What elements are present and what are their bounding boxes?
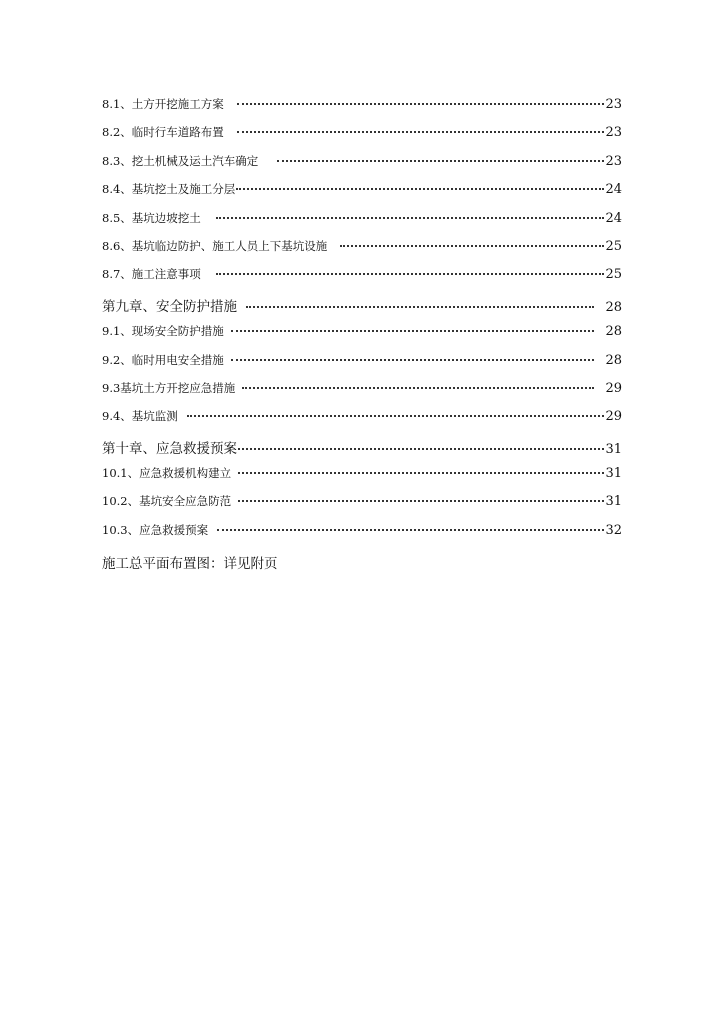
toc-entry-page-number: 23 [605, 97, 622, 112]
toc-entry[interactable] [102, 153, 622, 181]
toc-entry-label: 8.2、临时行车道路布置 [102, 125, 224, 140]
toc-entry[interactable] [102, 522, 622, 550]
toc-entry-label: 8.1、土方开挖施工方案 [102, 97, 224, 111]
toc-entry[interactable] [102, 181, 622, 209]
toc-entry[interactable] [102, 210, 622, 238]
toc-entry-page-number: 29 [605, 380, 622, 396]
toc-entry-page-number: 23 [605, 125, 622, 141]
toc-entry[interactable] [102, 465, 622, 493]
toc-entry-label: 9.2、临时用电安全措施 [102, 352, 224, 367]
dot-leader [217, 529, 604, 531]
toc-entry-page-number: 25 [605, 267, 622, 283]
toc-entry[interactable] [102, 238, 622, 266]
dot-leader [238, 472, 604, 474]
toc-entry-label: 第十章、应急救援预案 [102, 440, 237, 457]
toc-entry-page-number: 28 [605, 299, 622, 315]
toc-entry-page-number: 31 [605, 494, 622, 510]
toc-entry-page-number: 23 [605, 153, 622, 169]
toc-entry-label: 9.1、现场安全防护措施 [102, 324, 224, 339]
toc-entry-label: 9.3基坑土方开挖应急措施 [102, 380, 236, 395]
toc-entry-page-number: 25 [605, 238, 622, 254]
toc-entry[interactable] [102, 295, 622, 323]
toc-entry-label: 10.2、基坑安全应急防范 [102, 494, 232, 509]
toc-entry[interactable] [102, 380, 622, 408]
toc-entry-label: 8.7、施工注意事项 [102, 267, 201, 282]
toc-entry[interactable] [102, 352, 622, 380]
dot-leader [237, 103, 605, 105]
dot-leader [246, 306, 594, 308]
dot-leader [231, 359, 595, 361]
toc-entry-label: 第九章、安全防护措施 [102, 298, 237, 315]
dot-leader [237, 131, 605, 133]
toc-entry[interactable] [102, 266, 622, 294]
toc-entry[interactable] [102, 124, 622, 152]
toc-entry-label: 8.3、挖土机械及运土汽车确定 [102, 153, 259, 168]
toc-entry[interactable] [102, 96, 622, 124]
toc-entry-label: 8.6、基坑临边防护、施工人员上下基坑设施 [102, 238, 328, 253]
toc-entry-page-number: 31 [605, 466, 622, 482]
toc-entry-label: 8.4、基坑挖土及施工分层 [102, 182, 236, 197]
dot-leader [238, 448, 604, 450]
toc-entry-page-number: 24 [605, 210, 622, 226]
dot-leader [242, 387, 594, 389]
toc-entry-page-number: 29 [605, 409, 622, 425]
toc-entry-page-number: 28 [605, 324, 622, 340]
dot-leader [216, 273, 605, 275]
dot-leader [216, 217, 605, 219]
toc-entry-label: 9.4、基坑监测 [102, 409, 178, 424]
site-plan-note: 施工总平面布置图：详见附页 [102, 556, 278, 572]
dot-leader [340, 245, 604, 247]
toc-entry-page-number: 32 [605, 522, 622, 538]
dot-leader [231, 330, 595, 332]
dot-leader [236, 188, 604, 190]
table-of-contents [102, 96, 622, 550]
toc-entry[interactable] [102, 323, 622, 351]
dot-leader [277, 160, 604, 162]
toc-entry-page-number: 24 [605, 182, 622, 198]
dot-leader [238, 500, 604, 502]
toc-entry-label: 8.5、基坑边坡挖土 [102, 210, 201, 225]
toc-entry-label: 10.1、应急救援机构建立 [102, 466, 232, 481]
toc-entry-label: 10.3、应急救援预案 [102, 522, 209, 537]
toc-entry[interactable] [102, 408, 622, 436]
dot-leader [187, 415, 605, 417]
toc-entry[interactable] [102, 493, 622, 521]
toc-entry-page-number: 31 [605, 441, 622, 457]
toc-entry-page-number: 28 [605, 352, 622, 368]
toc-entry[interactable] [102, 437, 622, 465]
